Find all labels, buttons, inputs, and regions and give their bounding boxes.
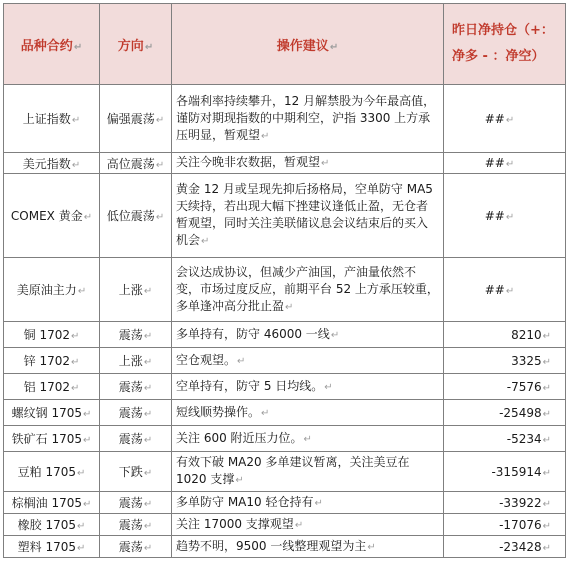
position-cell: -25498↵: [444, 400, 566, 426]
table-row: [4, 153, 566, 174]
direction-cell: 高位震荡↵: [100, 153, 172, 174]
contract-cell: 上证指数↵: [4, 85, 100, 153]
direction-cell: 下跌↵: [100, 452, 172, 492]
advice-cell: 有效下破 MA20 多单建议暂离，关注美豆在 1020 支撑↵: [172, 452, 444, 492]
strategy-table-wrapper: [3, 3, 566, 558]
advice-cell: 黄金 12 月或呈现先抑后扬格局，空单防守 MA5 天续持，若出现大幅下挫建议逢低止盈，无仓者暂观望，同时关注美联储议息会议结束后的买入机会↵: [172, 174, 444, 258]
table-row: [4, 426, 566, 452]
table-row: [4, 400, 566, 426]
header-direction: 方向↵: [100, 4, 172, 85]
contract-cell: 塑料 1705↵: [4, 536, 100, 558]
table-row: [4, 514, 566, 536]
table-row: [4, 258, 566, 322]
header-advice: 操作建议↵: [172, 4, 444, 85]
contract-cell: 铝 1702↵: [4, 374, 100, 400]
advice-cell: 趋势不明，9500 一线整理观望为主↵: [172, 536, 444, 558]
contract-cell: 美元指数↵: [4, 153, 100, 174]
advice-cell: 关注 17000 支撑观望↵: [172, 514, 444, 536]
contract-cell: 美原油主力↵: [4, 258, 100, 322]
position-cell: ##↵: [444, 258, 566, 322]
direction-cell: 震荡↵: [100, 492, 172, 514]
contract-cell: 铜 1702↵: [4, 322, 100, 348]
contract-cell: 棕榈油 1705↵: [4, 492, 100, 514]
direction-cell: 偏强震荡↵: [100, 85, 172, 153]
table-row: [4, 452, 566, 492]
table-row: [4, 348, 566, 374]
advice-cell: 各端利率持续攀升，12 月解禁股为今年最高值，谨防对期现指数的中期利空，沪指 3300 上方承压明显，暂观望↵: [172, 85, 444, 153]
direction-cell: 上涨↵: [100, 348, 172, 374]
direction-cell: 上涨↵: [100, 258, 172, 322]
strategy-table: [3, 3, 566, 558]
table-row: [4, 492, 566, 514]
advice-cell: 多单防守 MA10 轻仓持有↵: [172, 492, 444, 514]
contract-cell: COMEX 黄金↵: [4, 174, 100, 258]
header-row: [4, 4, 566, 85]
position-cell: -23428↵: [444, 536, 566, 558]
direction-cell: 震荡↵: [100, 322, 172, 348]
direction-cell: 震荡↵: [100, 400, 172, 426]
advice-cell: 关注今晚非农数据，暂观望↵: [172, 153, 444, 174]
position-cell: -5234↵: [444, 426, 566, 452]
position-cell: ##↵: [444, 174, 566, 258]
contract-cell: 锌 1702↵: [4, 348, 100, 374]
contract-cell: 螺纹钢 1705↵: [4, 400, 100, 426]
position-cell: 8210↵: [444, 322, 566, 348]
table-row: [4, 374, 566, 400]
position-cell: -17076↵: [444, 514, 566, 536]
direction-cell: 震荡↵: [100, 426, 172, 452]
contract-cell: 橡胶 1705↵: [4, 514, 100, 536]
header-net-position: 昨日净持仓（+： 净多 - ：净空）: [444, 4, 566, 85]
advice-cell: 会议达成协议，但减少产油国，产油量依然不变，市场过度反应，前期平台 52 上方承压较重，多单逢冲高分批止盈↵: [172, 258, 444, 322]
table-row: [4, 174, 566, 258]
position-cell: -7576↵: [444, 374, 566, 400]
advice-cell: 短线顺势操作。↵: [172, 400, 444, 426]
direction-cell: 震荡↵: [100, 514, 172, 536]
contract-cell: 铁矿石 1705↵: [4, 426, 100, 452]
contract-cell: 豆粕 1705↵: [4, 452, 100, 492]
direction-cell: 低位震荡↵: [100, 174, 172, 258]
direction-cell: 震荡↵: [100, 536, 172, 558]
advice-cell: 关注 600 附近压力位。↵: [172, 426, 444, 452]
direction-cell: 震荡↵: [100, 374, 172, 400]
table-row: [4, 322, 566, 348]
advice-cell: 空仓观望。↵: [172, 348, 444, 374]
table-row: [4, 536, 566, 558]
table-row: [4, 85, 566, 153]
advice-cell: 空单持有，防守 5 日均线。↵: [172, 374, 444, 400]
position-cell: ##↵: [444, 153, 566, 174]
position-cell: 3325↵: [444, 348, 566, 374]
advice-cell: 多单持有，防守 46000 一线↵: [172, 322, 444, 348]
position-cell: -315914↵: [444, 452, 566, 492]
position-cell: ##↵: [444, 85, 566, 153]
header-contract: 品种合约↵: [4, 4, 100, 85]
position-cell: -33922↵: [444, 492, 566, 514]
